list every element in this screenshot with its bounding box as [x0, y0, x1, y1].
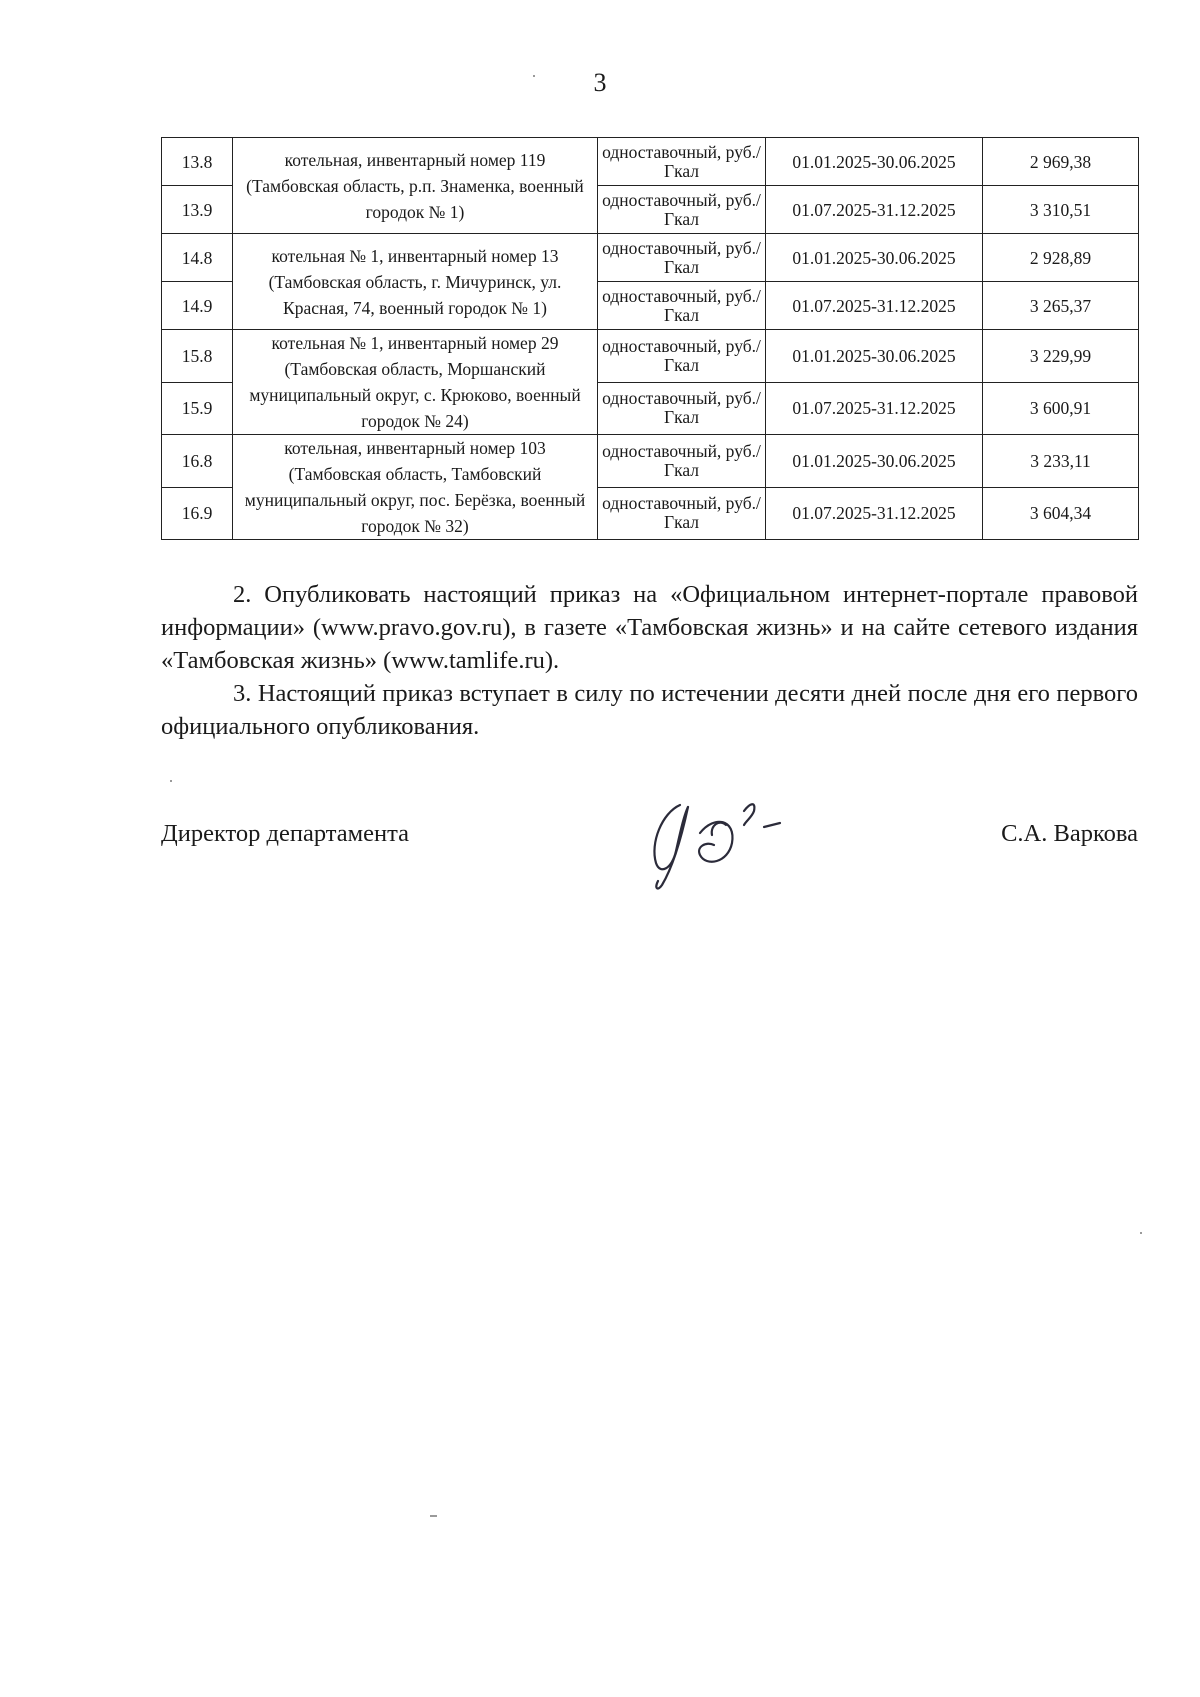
scan-speck	[1140, 1232, 1142, 1234]
tariff-value: 3 233,11	[983, 435, 1139, 488]
tariff-type: одноставочный, руб./Гкал	[598, 186, 766, 234]
tariff-type: одноставочный, руб./Гкал	[598, 487, 766, 540]
signatory-name: С.А. Варкова	[1001, 820, 1138, 847]
tariff-value: 3 265,37	[983, 282, 1139, 330]
tariff-value: 2 969,38	[983, 138, 1139, 186]
table-row	[162, 138, 1139, 186]
tariff-value: 3 604,34	[983, 487, 1139, 540]
validity-period: 01.01.2025-30.06.2025	[766, 138, 983, 186]
tariff-type: одноставочный, руб./Гкал	[598, 330, 766, 383]
tariff-type: одноставочный, руб./Гкал	[598, 382, 766, 435]
heat-source-object: котельная № 1, инвентарный номер 29 (Тамбовская область, Моршанский муниципальный округ, с. Крюково, военный городок № 24)	[233, 330, 598, 435]
heat-source-object: котельная, инвентарный номер 119 (Тамбовская область, р.п. Знаменка, военный городок № 1)	[233, 138, 598, 234]
tariff-type: одноставочный, руб./Гкал	[598, 234, 766, 282]
scan-speck	[170, 780, 172, 782]
table-row	[162, 330, 1139, 383]
row-number: 16.9	[162, 487, 233, 540]
tariff-type: одноставочный, руб./Гкал	[598, 435, 766, 488]
validity-period: 01.07.2025-31.12.2025	[766, 487, 983, 540]
tariff-value: 3 600,91	[983, 382, 1139, 435]
validity-period: 01.01.2025-30.06.2025	[766, 234, 983, 282]
row-number: 15.9	[162, 382, 233, 435]
validity-period: 01.07.2025-31.12.2025	[766, 282, 983, 330]
tariff-table	[161, 137, 1139, 540]
validity-period: 01.07.2025-31.12.2025	[766, 186, 983, 234]
heat-source-object: котельная № 1, инвентарный номер 13 (Тамбовская область, г. Мичуринск, ул. Красная, 74, военный городок № 1)	[233, 234, 598, 330]
scan-speck	[430, 1515, 437, 1517]
row-number: 16.8	[162, 435, 233, 488]
table-row	[162, 435, 1139, 488]
validity-period: 01.01.2025-30.06.2025	[766, 435, 983, 488]
scan-speck	[533, 75, 535, 77]
signatory-title: Директор департамента	[161, 820, 410, 847]
tariff-value: 3 310,51	[983, 186, 1139, 234]
row-number: 13.9	[162, 186, 233, 234]
row-number: 15.8	[162, 330, 233, 383]
row-number: 13.8	[162, 138, 233, 186]
page-number: 3	[593, 68, 607, 97]
handwritten-signature	[640, 785, 800, 895]
heat-source-object: котельная, инвентарный номер 103 (Тамбовская область, Тамбовский муниципальный округ, пос. Берёзка, военный городок № 32)	[233, 435, 598, 540]
clause-effective-date: 3. Настоящий приказ вступает в силу по истечении десяти дней после дня его первого официального опубликования.	[161, 680, 1138, 740]
table-row	[162, 234, 1139, 282]
clause-publication: 2. Опубликовать настоящий приказ на «Официальном интернет-портале правовой информации» (www.pravo.gov.ru), в газете «Тамбовская жизнь» и на сайте сетевого издания «Тамбовская жизнь» (www.tamlife.ru).	[161, 581, 1138, 674]
tariff-type: одноставочный, руб./Гкал	[598, 282, 766, 330]
tariff-value: 2 928,89	[983, 234, 1139, 282]
order-clauses	[161, 578, 1138, 743]
validity-period: 01.07.2025-31.12.2025	[766, 382, 983, 435]
row-number: 14.8	[162, 234, 233, 282]
tariff-value: 3 229,99	[983, 330, 1139, 383]
row-number: 14.9	[162, 282, 233, 330]
validity-period: 01.01.2025-30.06.2025	[766, 330, 983, 383]
tariff-type: одноставочный, руб./Гкал	[598, 138, 766, 186]
